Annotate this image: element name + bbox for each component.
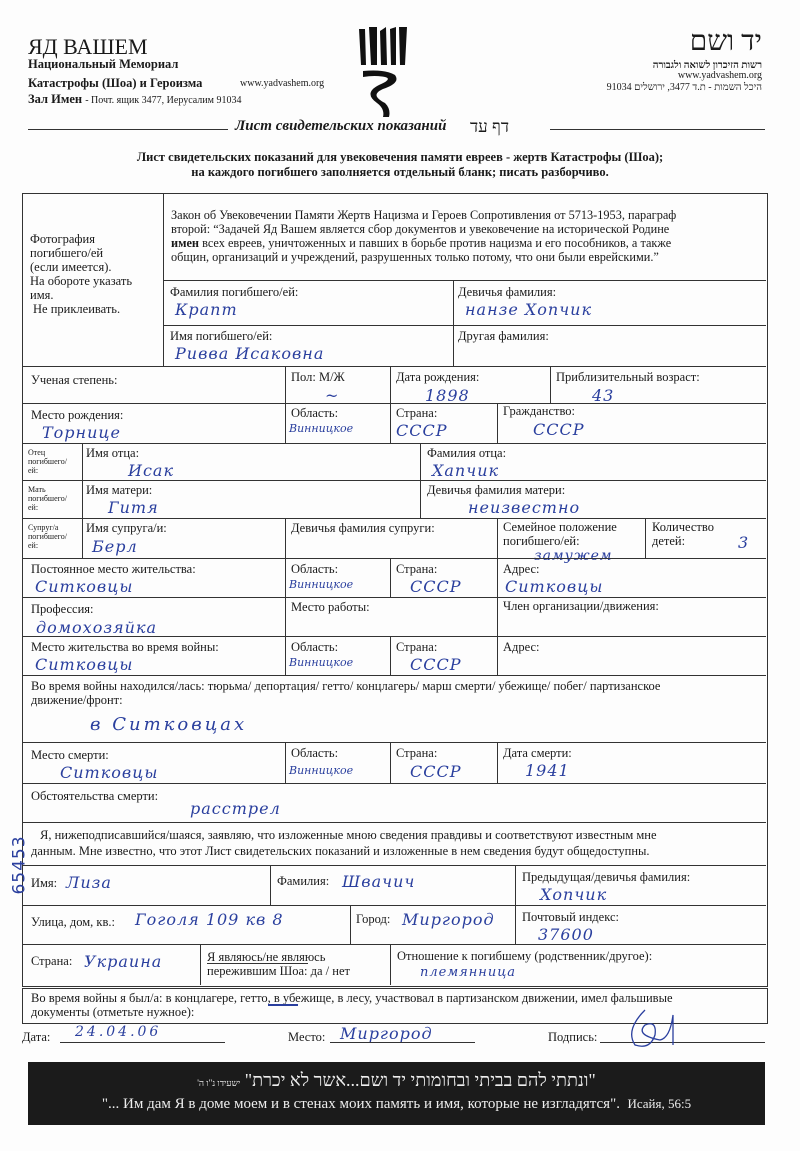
quote-ru: "... Им дам Я в доме моем и в стенах моих память и имя, которые не изгладятся". — [101, 1096, 620, 1112]
law-text: Закон об Увековечении Памяти Жертв Нацизма и Героев Сопротивления от 5713-1953, параграф второй: “Задачей Яд Вашем является сбор документов и увековечение на исторической Родине имен всех евреев, уничтоженных и павших в борьбе против нацизма и его пособников, а также общин, организаций и учреждений, разрушенных только потому, что они были еврейскими.” — [171, 208, 677, 264]
death-date-value[interactable]: 1941 — [525, 761, 570, 780]
submitter-country-value[interactable]: Украина — [84, 952, 163, 971]
signature-label: Подпись: — [548, 1030, 598, 1044]
residence-label: Постоянное место жительства: — [31, 562, 196, 576]
degree-label: Ученая степень: — [31, 373, 118, 387]
war-status-value[interactable]: в Ситковцах — [90, 714, 248, 735]
mother-name-value[interactable]: Гитя — [108, 498, 159, 517]
survivor-options[interactable]: да / нет — [310, 964, 350, 978]
res-address-value[interactable]: Ситковцы — [505, 577, 604, 596]
declaration-line1: Я, нижеподписавшийся/шаяся, заявляю, что изложенные мною сведения правдивы и соответствуют известным мне — [40, 828, 657, 842]
death-place-label: Место смерти: — [31, 748, 109, 762]
quote-he: "ונתתי להם בביתי ובחומותי יד ושם...אשר לא יכרת" — [244, 1070, 596, 1090]
org-name-he: יד ושם — [689, 26, 762, 57]
death-place-value[interactable]: Ситковцы — [60, 763, 159, 782]
profession-label: Профессия: — [31, 602, 94, 616]
spouse-name-value[interactable]: Берл — [92, 537, 138, 556]
father-surname-value[interactable]: Хапчик — [432, 461, 500, 480]
submitter-prev-label: Предыдущая/девичья фамилия: — [522, 870, 691, 884]
birthplace-value[interactable]: Торнице — [42, 423, 122, 442]
org-name-ru: ЯД ВАШЕМ — [28, 34, 148, 59]
spouse-side-label: Супруг/а погибшего/ ей: — [28, 523, 67, 550]
mother-side-label: Мать погибшего/ ей: — [28, 485, 67, 512]
dob-value[interactable]: 1898 — [425, 386, 470, 405]
archive-number: 65453 — [9, 835, 30, 895]
place-label: Место: — [288, 1030, 326, 1044]
submitter-name-label: Имя: — [31, 876, 58, 890]
death-country-value[interactable]: СССР — [410, 762, 462, 781]
death-circumstances-value[interactable]: расстрел — [190, 799, 281, 818]
hall-of-names: Зал Имен — [28, 92, 83, 106]
res-country-value[interactable]: СССР — [410, 577, 462, 596]
form-title-he: דף עד — [470, 117, 510, 136]
subtitle-line2: на каждого погибшего заполняется отдельный бланк; писать разборчиво. — [191, 165, 609, 179]
war-status-label: Во время войны находился/лась: тюрьма/ депортация/ гетто/ концлагерь/ марш смерти/ убежище/ побег/ партизанское движение/фронт: — [31, 679, 661, 707]
he-line3: היכל השמות - ת.ד 3477, ירושלים 91034 — [606, 82, 762, 93]
surname-label: Фамилия погибшего/ей: — [170, 285, 299, 299]
workplace-label: Место работы: — [291, 600, 370, 614]
maiden-value[interactable]: нанзе Хопчик — [465, 300, 593, 319]
marital-label: Семейное положение погибшего/ей: — [503, 520, 617, 548]
signature-icon[interactable] — [615, 1000, 685, 1055]
quote-ru-ref: Исайя, 56:5 — [627, 1096, 692, 1111]
war-residence-value[interactable]: Ситковцы — [35, 655, 134, 674]
father-surname-label: Фамилия отца: — [427, 446, 507, 460]
relation-value[interactable]: племянница — [420, 965, 517, 980]
zip-value[interactable]: 37600 — [538, 925, 594, 944]
org-line1: Национальный Мемориал — [28, 57, 179, 71]
spouse-maiden-label: Девичья фамилия супруги: — [291, 521, 435, 535]
photo-note: Фотография погибшего/ей (если имеется). На обороте указать имя. Не приклеивать. — [30, 232, 133, 316]
war-residence-label: Место жительства во время войны: — [31, 640, 219, 654]
subtitle-line1: Лист свидетельских показаний для увековечения памяти евреев - жертв Катастрофы (Шоа); — [136, 150, 664, 164]
res-region-value[interactable]: Винницкое — [289, 578, 354, 591]
children-label: Количество детей: — [652, 520, 714, 548]
submitter-surname-value[interactable]: Швачич — [342, 872, 416, 891]
marital-value[interactable]: замужем — [534, 548, 613, 564]
father-name-value[interactable]: Исак — [128, 461, 175, 480]
other-surname-label: Другая фамилия: — [458, 329, 549, 343]
sex-label: Пол: М/Ж — [291, 370, 345, 384]
divider — [550, 129, 765, 130]
death-date-label: Дата смерти: — [503, 746, 572, 760]
he-url: www.yadvashem.org — [677, 70, 762, 81]
res-address-label: Адрес: — [503, 562, 540, 576]
street-label: Улица, дом, кв.: — [31, 915, 115, 929]
org-line2: Катастрофы (Шоа) и Героизма — [28, 76, 203, 90]
death-circumstances-label: Обстоятельства смерти: — [31, 789, 159, 803]
birthplace-label: Место рождения: — [31, 408, 124, 422]
death-region-value[interactable]: Винницкое — [289, 764, 354, 777]
place-value[interactable]: Миргород — [340, 1024, 433, 1043]
birth-region-label: Область: — [291, 406, 339, 420]
org-address: - Почт. ящик 3477, Иерусалим 91034 — [85, 95, 242, 106]
age-value[interactable]: 43 — [592, 386, 615, 405]
death-region-label: Область: — [291, 746, 339, 760]
org-url: www.yadvashem.org — [240, 78, 325, 89]
res-country-label: Страна: — [396, 562, 438, 576]
survivor-question: Я являюсь/не являюсь пережившим Шоа: да / нет — [207, 950, 350, 978]
citizenship-value[interactable]: СССР — [533, 420, 585, 439]
birth-country-label: Страна: — [396, 406, 438, 420]
declaration-line2: данным. Мне известно, что этот Лист свидетельских показаний и изложенные в нем сведения будут общедоступны. — [31, 844, 650, 858]
ghetto-underline — [268, 1004, 298, 1006]
res-region-label: Область: — [291, 562, 339, 576]
birth-country-value[interactable]: СССР — [396, 421, 448, 440]
profession-value[interactable]: домохозяйка — [36, 618, 158, 637]
dob-label: Дата рождения: — [396, 370, 480, 384]
birth-region-value[interactable]: Винницкое — [289, 422, 354, 435]
sex-value[interactable]: ~ — [325, 386, 340, 405]
city-value[interactable]: Миргород — [402, 910, 495, 929]
zip-label: Почтовый индекс: — [522, 910, 619, 924]
war-region-value[interactable]: Винницкое — [289, 656, 354, 669]
war-self-line2: документы (отметьте нужное): — [31, 1005, 195, 1019]
given-name-value[interactable]: Ривва Исаковна — [175, 344, 325, 363]
submitter-prev-value[interactable]: Хопчик — [540, 885, 608, 904]
member-label: Член организации/движения: — [503, 599, 659, 613]
date-label: Дата: — [22, 1030, 51, 1044]
he-line1: רשות הזיכרון לשואה ולגבורה — [652, 60, 762, 71]
spouse-name-label: Имя супруга/и: — [86, 521, 167, 535]
war-country-value[interactable]: СССР — [410, 655, 462, 674]
quote-he-ref: ישעידו נ"ו ה' — [197, 1078, 241, 1088]
street-value[interactable]: Гоголя 109 кв 8 — [135, 910, 284, 929]
mother-name-label: Имя матери: — [86, 483, 153, 497]
submitter-country-label: Страна: — [31, 954, 73, 968]
date-value[interactable]: 24.04.06 — [75, 1024, 162, 1040]
father-name-label: Имя отца: — [86, 446, 140, 460]
death-country-label: Страна: — [396, 746, 438, 760]
submitter-name-value[interactable]: Лиза — [66, 873, 112, 892]
children-value[interactable]: 3 — [738, 533, 750, 552]
divider — [28, 129, 228, 130]
age-label: Приблизительный возраст: — [556, 370, 700, 384]
yad-vashem-logo-icon — [355, 25, 415, 120]
form-title: Лист свидетельских показаний — [235, 118, 447, 134]
war-self-line1: Во время войны я был/а: в концлагере, гетто, в убежище, в лесу, участвовал в партизанском движении, имел фальшивые — [31, 991, 673, 1005]
war-country-label: Страна: — [396, 640, 438, 654]
mother-maiden-value[interactable]: неизвестно — [468, 498, 581, 517]
surname-value[interactable]: Крапт — [175, 300, 238, 319]
form-box — [22, 193, 768, 987]
given-name-label: Имя погибшего/ей: — [170, 329, 273, 343]
maiden-label: Девичья фамилия: — [458, 285, 557, 299]
father-side-label: Отец погибшего/ ей: — [28, 448, 67, 475]
war-region-label: Область: — [291, 640, 339, 654]
war-address-label: Адрес: — [503, 640, 540, 654]
submitter-surname-label: Фамилия: — [277, 874, 330, 888]
city-label: Город: — [356, 912, 391, 926]
citizenship-label: Гражданство: — [503, 404, 576, 418]
quote-banner — [28, 1062, 765, 1125]
relation-label: Отношение к погибшему (родственник/другое): — [397, 949, 653, 963]
residence-value[interactable]: Ситковцы — [35, 577, 134, 596]
mother-maiden-label: Девичья фамилия матери: — [427, 483, 566, 497]
